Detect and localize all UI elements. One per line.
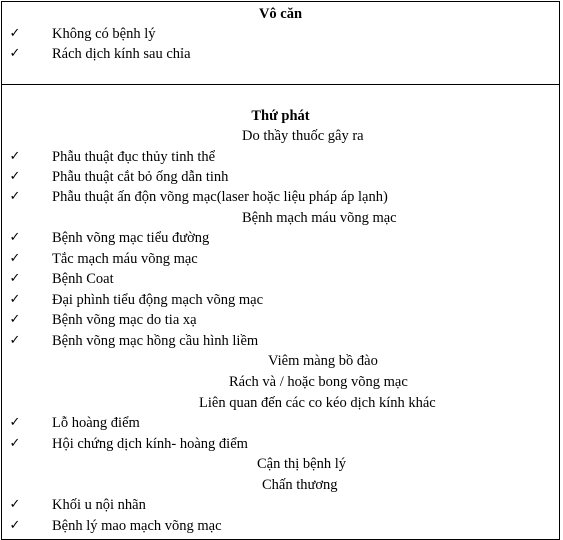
- list-item: ✓ Phẫu thuật ấn độn võng mạc(laser hoặc liệu pháp áp lạnh): [9, 189, 388, 205]
- secondary-heading: Thứ phát: [251, 108, 310, 124]
- subheading-myopia: Cận thị bệnh lý: [257, 456, 347, 472]
- subheading-iatrogenic: Do thầy thuốc gây ra: [242, 128, 364, 144]
- checkmark-icon: ✓: [9, 26, 21, 41]
- list-item: ✓ Bệnh Coat: [9, 271, 114, 287]
- list-item: ✓ Đại phình tiểu động mạch võng mạc: [9, 292, 264, 308]
- checkmark-icon: ✓: [9, 497, 21, 512]
- list-item: ✓ Bệnh võng mạc do tia xạ: [9, 312, 197, 328]
- subheading-uveitis: Viêm màng bồ đào: [268, 353, 378, 369]
- checkmark-icon: ✓: [9, 271, 21, 286]
- subheading-vitreous-traction: Liên quan đến các co kéo dịch kính khác: [199, 395, 436, 411]
- checkmark-icon: ✓: [9, 230, 21, 245]
- list-item: ✓ Lỗ hoàng điểm: [9, 415, 140, 431]
- list-item: ✓ Khối u nội nhãn: [9, 497, 146, 513]
- checkmark-icon: ✓: [9, 46, 21, 61]
- checkmark-icon: ✓: [9, 436, 21, 451]
- list-item: ✓ Rách dịch kính sau chỉa: [9, 46, 191, 62]
- list-item: ✓ Bệnh võng mạc hồng cầu hình liềm: [9, 333, 259, 349]
- classification-table: [1, 1, 560, 540]
- subheading-vascular: Bệnh mạch máu võng mạc: [242, 210, 397, 226]
- checkmark-icon: ✓: [9, 149, 21, 164]
- list-item: ✓ Bệnh lý mao mạch võng mạc: [9, 518, 222, 534]
- checkmark-icon: ✓: [9, 518, 21, 533]
- checkmark-icon: ✓: [9, 292, 21, 307]
- subheading-retinal-tear: Rách và / hoặc bong võng mạc: [229, 374, 408, 390]
- list-item: ✓ Hội chứng dịch kính- hoàng điểm: [9, 436, 248, 452]
- secondary-cell: [2, 85, 559, 539]
- checkmark-icon: ✓: [9, 415, 21, 430]
- list-item: ✓ Tắc mạch máu võng mạc: [9, 251, 198, 267]
- checkmark-icon: ✓: [9, 189, 21, 204]
- checkmark-icon: ✓: [9, 169, 21, 184]
- checkmark-icon: ✓: [9, 312, 21, 327]
- primary-heading: Vô căn: [258, 6, 303, 22]
- list-item: ✓ Bệnh võng mạc tiểu đường: [9, 230, 210, 246]
- subheading-trauma: Chấn thương: [262, 477, 338, 493]
- checkmark-icon: ✓: [9, 251, 21, 266]
- primary-cell: [2, 2, 559, 85]
- list-item: ✓ Phẫu thuật cắt bỏ ống dẫn tinh: [9, 169, 229, 185]
- checkmark-icon: ✓: [9, 333, 21, 348]
- list-item: ✓ Phẫu thuật đục thủy tinh thể: [9, 149, 216, 165]
- list-item: ✓ Không có bệnh lý: [9, 26, 156, 42]
